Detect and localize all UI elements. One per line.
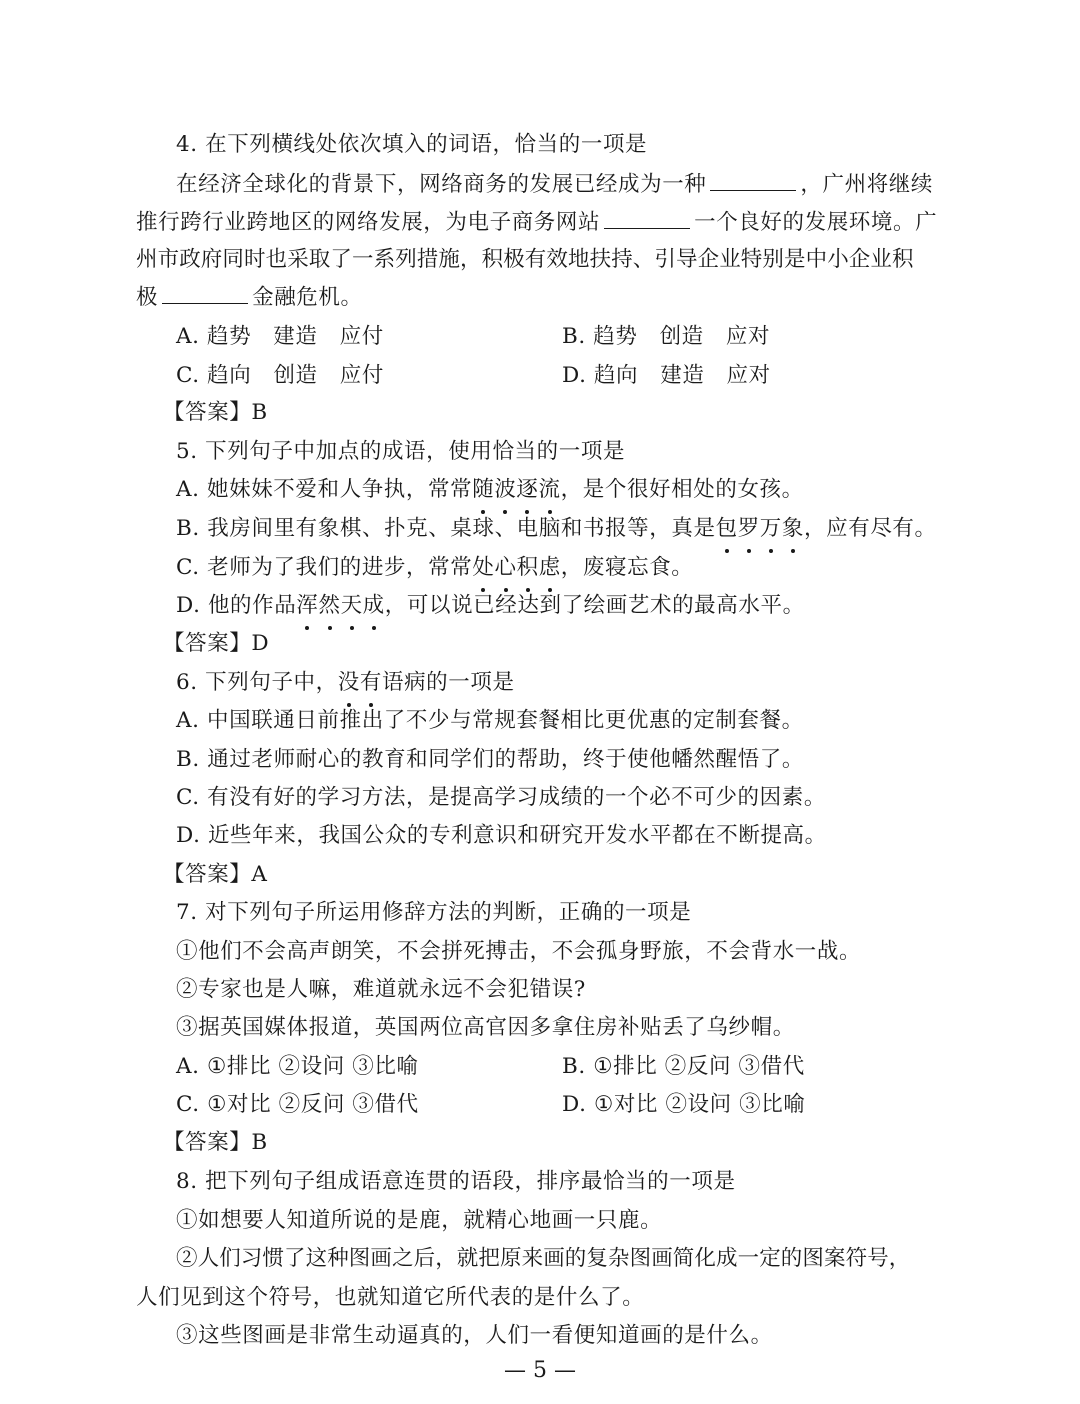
q5-option-a-idiom <box>472 477 560 502</box>
emphasis-char: 成 <box>363 591 385 621</box>
q4-passage-text: 一个良好的发展环境。广 <box>694 210 938 235</box>
q5-option-c <box>176 553 693 583</box>
q4-stem: 4. 在下列横线处依次填入的词语，恰当的一项是 <box>176 132 648 157</box>
q4-answer: 【答案】B <box>163 400 268 425</box>
q6-option-c: C. 有没有好的学习方法，是提高学习成绩的一个必不可少的因素。 <box>176 785 826 810</box>
q4-blank-1 <box>710 170 796 191</box>
q6-option-b: B. 通过老师耐心的教育和同学们的帮助，终于使他幡然醒悟了。 <box>176 747 804 772</box>
q7-option-d: D. ①对比 ②设问 ③比喻 <box>562 1092 806 1117</box>
q5-option-c-idiom <box>472 555 560 580</box>
q5-option-b-idiom <box>716 516 804 541</box>
emphasis-char: 浑 <box>296 591 318 621</box>
q4-blank-3 <box>162 283 248 304</box>
emphasis-char: 象 <box>782 514 804 544</box>
q4-passage-text: ，广州将继续 <box>800 172 934 197</box>
q7-option-a: A. ①排比 ②设问 ③比喻 <box>176 1054 419 1079</box>
q5-option-c-text: ，废寝忘食。 <box>560 555 694 580</box>
emphasis-char: 罗 <box>738 514 760 544</box>
q5-stem: 5. 下列句子中加点的成语，使用恰当的一项是 <box>176 439 626 464</box>
q4-passage-line-1 <box>176 170 933 200</box>
q8-sentence-2-line-2: 人们见到这个符号，也就知道它所代表的是什么了。 <box>136 1285 645 1310</box>
q7-stem: 7. 对下列句子所运用修辞方法的判断，正确的一项是 <box>176 900 692 925</box>
emphasis-char: 天 <box>341 591 363 621</box>
q4-option-a: A. 趋势 建造 应付 <box>176 324 384 349</box>
q6-stem-text: 语病的一项是 <box>381 670 515 695</box>
q5-option-a <box>176 475 804 505</box>
q7-option-c: C. ①对比 ②反问 ③借代 <box>176 1092 419 1117</box>
q8-sentence-1: ①如想要人知道所说的是鹿，就精心地画一只鹿。 <box>176 1208 663 1233</box>
q4-passage-text: 金融危机。 <box>252 285 363 310</box>
q7-answer: 【答案】B <box>163 1130 268 1155</box>
q5-option-d-text: ，可以说已经达到了绘画艺术的最高水平。 <box>384 593 805 618</box>
q5-option-d-text: D. 他的作品 <box>176 593 297 618</box>
emphasis-char: 处 <box>472 553 494 583</box>
q6-stem <box>176 668 515 698</box>
emphasis-char: 逐 <box>516 475 538 505</box>
q6-option-d: D. 近些年来，我国公众的专利意识和研究开发水平都在不断提高。 <box>176 823 827 848</box>
emphasis-char: 有 <box>360 668 382 698</box>
emphasis-char: 没 <box>338 668 360 698</box>
q6-option-a: A. 中国联通日前推出了不少与常规套餐相比更优惠的定制套餐。 <box>176 708 804 733</box>
q8-sentence-2-line-1: ②人们习惯了这种图画之后，就把原来画的复杂图画简化成一定的图案符号， <box>176 1246 911 1271</box>
page-number: — 5 — <box>504 1358 576 1383</box>
emphasis-char: 虑 <box>539 553 561 583</box>
q7-sentence-2: ②专家也是人嘛，难道就永远不会犯错误? <box>176 977 586 1002</box>
emphasis-char: 流 <box>539 475 561 505</box>
emphasis-char: 然 <box>318 591 340 621</box>
q4-passage-line-3: 州市政府同时也采取了一系列措施，积极有效地扶持、引导企业特别是中小企业积 <box>136 247 914 272</box>
q7-option-b: B. ①排比 ②反问 ③借代 <box>562 1054 805 1079</box>
q6-stem-emphasis <box>338 670 382 695</box>
q4-option-c: C. 趋向 创造 应付 <box>176 363 384 388</box>
q4-option-d: D. 趋向 建造 应对 <box>562 363 771 388</box>
q4-passage-text: 在经济全球化的背景下，网络商务的发展已经成为一种 <box>176 172 707 197</box>
q7-sentence-1: ①他们不会高声朗笑，不会拼死搏击，不会孤身野旅，不会背水一战。 <box>176 939 862 964</box>
q5-option-d <box>176 591 805 621</box>
q6-stem-text: 6. 下列句子中， <box>176 670 338 695</box>
emphasis-char: 积 <box>517 553 539 583</box>
q5-option-a-text: A. 她妹妹不爱和人争执，常常 <box>176 477 473 502</box>
emphasis-char: 随 <box>472 475 494 505</box>
q5-answer: 【答案】D <box>163 631 270 656</box>
emphasis-char: 心 <box>494 553 516 583</box>
q6-answer: 【答案】A <box>163 862 268 887</box>
q4-passage-text: 极 <box>136 285 159 310</box>
q5-option-b <box>176 514 937 544</box>
q5-option-a-text: ，是个很好相处的女孩。 <box>560 477 804 502</box>
q8-stem: 8. 把下列句子组成语意连贯的语段，排序最恰当的一项是 <box>176 1169 736 1194</box>
q4-passage-text: 推行跨行业跨地区的网络发展，为电子商务网站 <box>136 210 601 235</box>
q5-option-b-text: ，应有尽有。 <box>804 516 937 541</box>
q4-passage-line-4 <box>136 283 363 313</box>
q4-blank-2 <box>604 208 690 229</box>
emphasis-char: 波 <box>494 475 516 505</box>
q4-passage-line-2 <box>136 208 937 238</box>
q8-sentence-3: ③这些图画是非常生动逼真的，人们一看便知道画的是什么。 <box>176 1323 773 1348</box>
emphasis-char: 万 <box>760 514 782 544</box>
q7-sentence-3: ③据英国媒体报道，英国两位高官因多拿住房补贴丢了乌纱帽。 <box>176 1015 795 1040</box>
q4-option-b: B. 趋势 创造 应对 <box>562 324 771 349</box>
q5-option-d-idiom <box>296 593 384 618</box>
emphasis-char: 包 <box>716 514 738 544</box>
q5-option-c-text: C. 老师为了我们的进步，常常 <box>176 555 473 580</box>
q5-option-b-text: B. 我房间里有象棋、扑克、桌球、电脑和书报等，真是 <box>176 516 716 541</box>
